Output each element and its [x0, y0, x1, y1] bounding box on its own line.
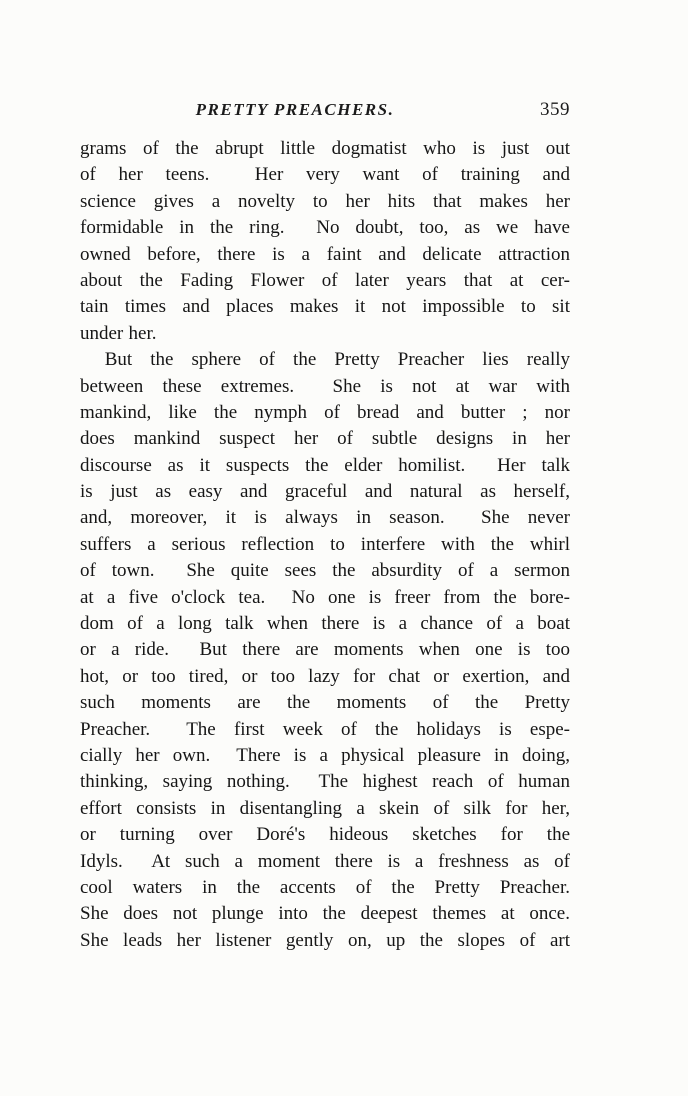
text-line: of town. She quite sees the absurdity of a sermon: [80, 560, 570, 582]
text-line: discourse as it suspects the elder homilist. Her talk: [80, 454, 570, 476]
text-line: suffers a serious reflection to interfere with the whirl: [80, 533, 570, 555]
page-header: [80, 100, 570, 124]
text-line: and, moreover, it is always in season. She never: [80, 507, 570, 529]
text-line: is just as easy and graceful and natural as herself,: [80, 481, 570, 503]
running-title: PRETTY PREACHERS.: [195, 100, 395, 119]
text-line: She leads her listener gently on, up the slopes of art: [80, 929, 570, 951]
text-line: formidable in the ring. No doubt, too, as we have: [80, 217, 570, 239]
page-number: 359: [540, 99, 570, 120]
page-body: [80, 136, 570, 954]
text-line: of her teens. Her very want of training and: [80, 164, 570, 186]
text-line: tain times and places makes it not impossible to sit: [80, 296, 570, 318]
text-line: But the sphere of the Pretty Preacher lies really: [104, 349, 570, 371]
text-line: or a ride. But there are moments when one is too: [80, 639, 570, 661]
text-line: does mankind suspect her of subtle designs in her: [80, 428, 570, 450]
text-line: science gives a novelty to her hits that makes her: [80, 190, 570, 212]
text-line: owned before, there is a faint and delicate attraction: [80, 243, 570, 265]
text-line: or turning over Doré's hideous sketches for the: [80, 824, 570, 846]
text-line: thinking, saying nothing. The highest reach of human: [80, 771, 570, 793]
text-line: at a five o'clock tea. No one is freer from the bore-: [80, 586, 570, 608]
text-line: Preacher. The first week of the holidays is espe-: [80, 718, 570, 740]
text-line: mankind, like the nymph of bread and butter ; nor: [80, 401, 570, 423]
text-line: grams of the abrupt little dogmatist who is just out: [80, 138, 570, 159]
text-line: such moments are the moments of the Pretty: [80, 692, 570, 714]
text-line: effort consists in disentangling a skein of silk for her,: [80, 797, 570, 819]
text-line: Idyls. At such a moment there is a freshness as of: [80, 850, 570, 872]
text-line: cool waters in the accents of the Pretty Preacher.: [80, 876, 570, 898]
text-line: hot, or too tired, or too lazy for chat or exertion, and: [80, 665, 570, 687]
text-line: cially her own. There is a physical pleasure in doing,: [80, 744, 570, 766]
text-line: dom of a long talk when there is a chance of a boat: [80, 613, 570, 635]
text-line: about the Fading Flower of later years that at cer-: [80, 269, 570, 291]
text-line: She does not plunge into the deepest themes at once.: [80, 903, 570, 925]
text-line: under her.: [80, 322, 157, 344]
text-line: between these extremes. She is not at war with: [80, 375, 570, 397]
